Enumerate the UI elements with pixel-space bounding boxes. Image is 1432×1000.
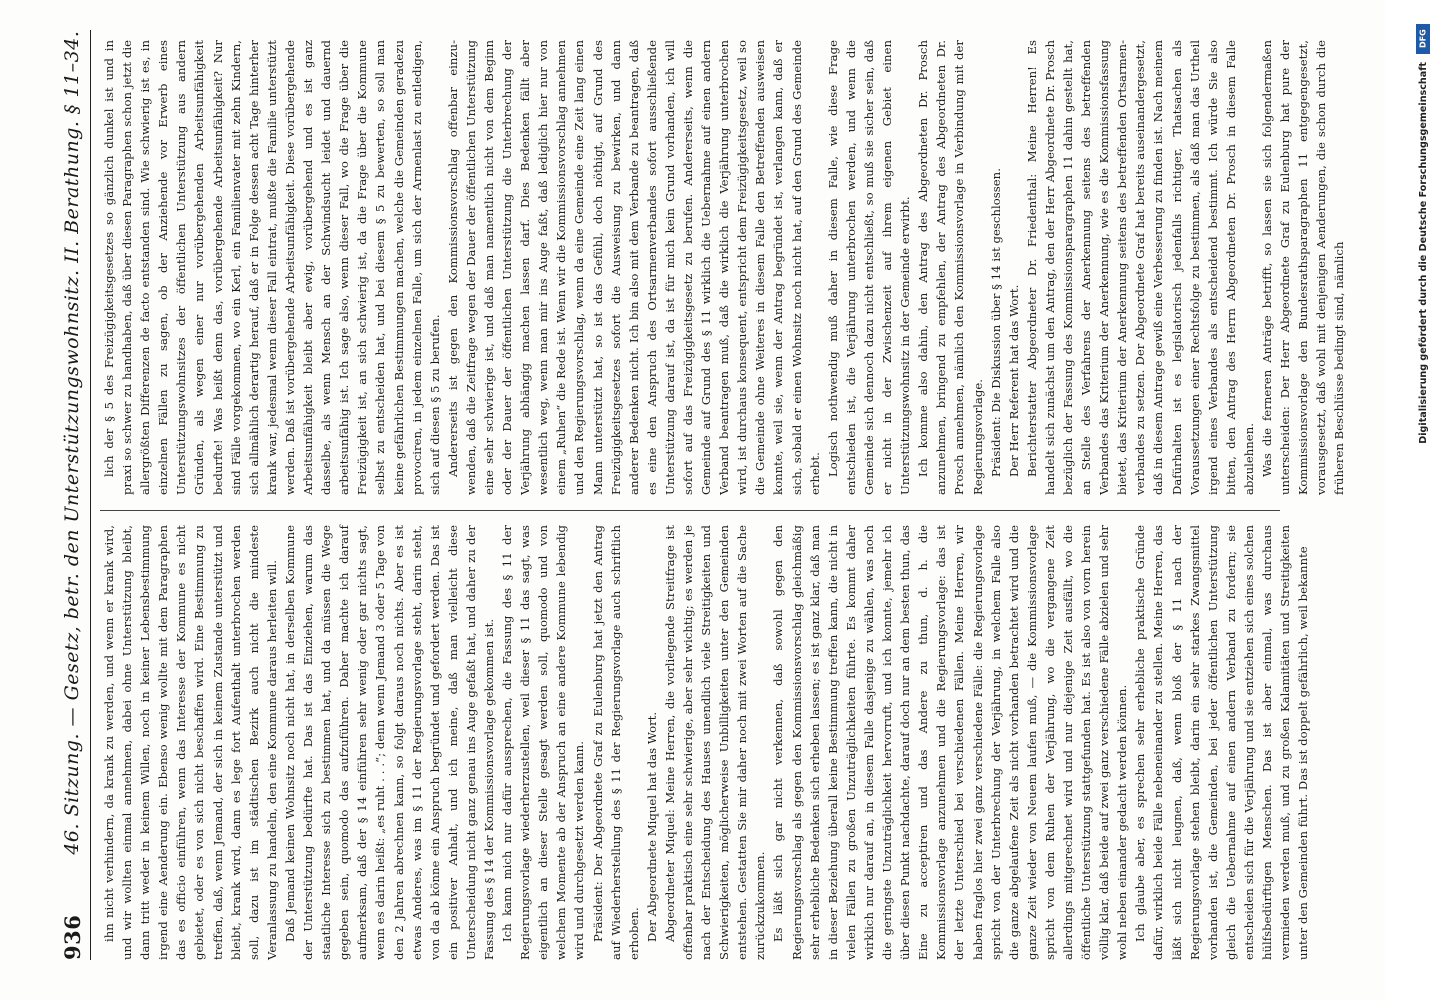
running-head <box>54 30 91 960</box>
text-column-left <box>100 525 1311 960</box>
digitization-credit <box>1415 24 1431 754</box>
paragraph: Daß Jemand keinen Wohnsitz noch nicht hat, in derselben Kommune der Unterstützung bedürfte hat. Das ist das Einziehen, warum das staatliche Interesse sich zu bestimmen hat, und da müssen die Wege gegeben sein, quomodo das aufzuführen. Daher machte ich darauf aufmerksam, daß der § 14 einführen sehr wenig oder gar nichts sagt, wenn es darin heißt: „es ruht . . .“; denn wenn Jemand 3 oder 5 Tage von den 2 Jahren abrechnen kann, so folgt daraus noch nichts. Aber es ist etwas Anderes, was im § 11 der Regierungsvorlage steht, darin steht, von da ab könne ein Anspruch begründet und gefordert werden. Das ist ein positiver Anhalt, und ich meine, daß man vielleicht diese Unterscheidung nicht ganz genau ins Auge gefaßt hat, und daher zu der Fassung des § 14 der Kommissionsvorlage gekommen ist. <box>282 525 496 960</box>
paragraph: Andererseits ist gegen den Kommissionsvorschlag offenbar einzuwenden, daß die Zeitfrage wegen der Dauer der öffentlichen Unterstützung eine sehr schwierige ist, und daß man namentlich nicht von dem Beginn oder der Dauer der öffentlichen Unterstützung die Unterbrechung der Verjährung abhängig machen lassen darf. Dies Bedenken fällt aber wesentlich weg, wenn man mir ins Auge faßt, daß lediglich hier nur von einem „Ruhen“ die Rede ist. Wenn wir die Kommissionsvorschlag annehmen und den Regierungsvorschlag, wenn da eine Gemeinde eine Zeit lang einen Mann unterstützt hat, so ist das Gefühl, doch nöthigt, auf Grund des Freizügigkeitsgesetzes sofort die Ausweisung zu bewirken, und dann anderer Bedenken nicht. Ich bin also mit dem Verbande zu beantragen, daß es eine den Anspruch des Ortsarmenverbandes sofort ausschließende Unterstützung darauf ist, da ist für mich kein Grund vorhanden, ich will sofort auf das Freizügigkeitsgesetz zu berufen. Andererseits, wenn die Gemeinde auf Grund des § 11 wirklich die Uebernahme auf einen andern Verband beantragen muß, daß die wirklich die Verjährung unterbrochen wird, ist durchaus konsequent, entspricht dem Freizügigkeitsgesetz, weil so die Gemeinde ohne Weiteres in diesem Falle den Betreffenden ausweisen konnte, weil sie, wenn der Antrag begründet ist, verlangen kann, daß er sich, sobald er einen Wohnsitz noch nicht hat, auf den Grund des Gemeinde erhebt. <box>445 40 822 495</box>
paragraph: ihn nicht verhindern, da krank zu werden, und wenn er krank wird, und wir wollten einmal annehmen, dabei ohne Unterstützung bleibt, dann tritt weder in keinem Willen, noch in keiner Lebensbestimmung irgend eine Aenderung ein. Ebenso wenig wollte mit dem Paragraphen das es officio einführen, wenn das Interesse der Kommune es nicht gebietet, oder es von sich nicht beschaffen wird. Eine Bestimmung zu treffen, daß, wenn Jemand, der sich in keinem Zustande unterstützt und bleibt, krank wird, dann es lege fort Aufenthalt unterbrochen werden soll, dazu ist im städtischen Bezirk auch nicht die mindeste Veranlassung zu handeln, den eine Kommune daraus herleiten will. <box>102 525 279 960</box>
speaker-paragraph: Präsident: Die Diskussion über § 14 ist geschlossen. <box>988 168 1003 477</box>
page-title: 46. Sitzung. — Gesetz, betr. den Unterstützungswohnsitz. II. Berathung. § 11–34. <box>61 30 83 855</box>
paragraph: Logisch nothwendig muß daher in diesem Falle, wie diese Frage entschieden ist, die Verjährung unterbrochen werden, und wenn die Gemeinde sich dennoch dazu nicht entschließt, so muß sie sicher sein, daß er nicht in der Zwischenzeit auf ihrem eigenen Gebiet einen Unterstützungswohnsitz in der Gemeinde erwirbt. <box>825 40 913 495</box>
paragraph: Es läßt sich gar nicht verkennen, daß sowohl gegen den Regierungsvorschlag als gegen den Kommissionsvorschlag gleichmäßig sehr erhebliche Bedenken sich erheben lassen; es ist ganz klar, daß man in dieser Beziehung überall keine Bestimmung treffen kann, die nicht in vielen Fällen zu großen Unzuträglichkeiten führte. Es kommt daher wirklich nur darauf an, in diesem Falle dasjenige zu wählen, was noch die geringste Unzuträglichkeit hervorruft, und ich konnte, jemehr ich über diesen Punkt nachdachte, darauf doch nur an dem besten thun, das Eine zu acceptiren und das Andere zu thun, d. h. die Kommissionsvorlage anzunehmen und die Regierungsvorlage: das ist der letzte Unterschied bei verschiedenen Fällen. Meine Herren, wir haben fraglos hier zwei ganz verschiedene Fälle: die Regierungsvorlage spricht von der Unterbrechung der Verjährung, in welchem Falle also die ganze abgelaufene Zeit als nicht vorhanden betrachtet wird und die ganze Zeit wieder von Neuem laufen muß, — die Kommissionsvorlage spricht von dem Ruhen der Verjährung, wo die vergangene Zeit allerdings mitgerechnet wird und nur diejenige Zeit ausfällt, wo die öffentliche Unterstützung stattgefunden hat. Es ist also von vorn herein völlig klar, daß beide auf zwei ganz verschiedene Fälle abzielen und sehr wohl neben einander gedacht werden können. <box>771 525 1130 960</box>
text-column-right <box>100 40 1347 495</box>
paragraph: Ich kann mich nur dafür aussprechen, die Fassung des § 11 der Regierungsvorlage wiederherzustellen, weil dieser § 11 das sagt, was eigentlich an dieser Stelle gesagt werden soll, quomodo und von welchem Momente ab der Anspruch an eine andere Kommune lebendig wird und durchgesetzt werden kann. <box>500 525 587 960</box>
paragraph: lich der § 5 des Freizügigkeitsgesetzes so gänzlich dunkel ist und in praxi so schwer zu handhaben, daß über diesen Paragraphen schon jetzt die allergrößten Differenzen de facto entstanden sind. Wie schwierig ist es, in einzelnen Fällen zu sagen, ob der Anziehende vor Erwerb eines Unterstützungswohnsitzes der öffentlichen Unterstützung aus andern Gründen, als wegen einer nur vorübergehenden Arbeitsunfähigkeit bedurfte! Was heißt denn das, vorübergehende Arbeitsunfähigkeit? Nur sind Fälle vorgekommen, wo ein Kerl, ein Familienvater mit zehn Kindern, sich allmählich derartig herauf, daß er in Folge dessen acht Tage hinterher krank war, jedesmal wenn dieser Fall eintrat, mußte die Familie unterstützt werden. Daß ist vorübergehende Arbeitsunfähigkeit. Diese vorübergehende Arbeitsunfähigkeit bleibt aber ewig, vorübergehend und es ist ganz dasselbe, als wenn Mensch an der Schwindsucht leidet und dauernd arbeitsunfähig ist. Ich sage also, wenn dieser Fall, wo die Frage über die Freizügigkeit ist, an sich schwierig ist, da die Frage über die Kommune selbst zu entscheiden hat, und bei diesem § 5 zu bewerten, so soll man keine gefährlichen Bestimmungen machen, welche die Gemeinden geradezu provociren, in jedem einzelnen Falle, um sich der Armenlast zu entledigen, sich auf diesen § 5 zu berufen. <box>102 40 442 495</box>
paragraph: Der Herr Referent hat das Wort. <box>1006 284 1021 477</box>
paragraph: Der Abgeordnete Miquel hat das Wort. <box>644 711 659 942</box>
speaker-paragraph: Präsident: Der Abgeordnete Graf zu Eulenburg hat jetzt den Antrag auf Wiederherstellung des § 11 der Regierungsvorlage auch schriftlich erhoben. <box>590 525 641 960</box>
credit-text: Digitalisierung gefördert durch die Deutsche Forschungsgemeinschaft <box>1417 62 1429 444</box>
dfg-logo-icon: DFG <box>1416 24 1430 54</box>
column-divider <box>100 510 1280 511</box>
paragraph: Was die ferneren Anträge betrifft, so lassen sie sich folgendermaßen unterscheiden: Der Herr Abgeordnete Graf zu Eulenburg hat pure der Kommissionsvorlage den Bundesrathsparagraphen 11 entgegengesetzt, vorausgesetzt, daß wohl mit denjenigen Aenderungen, die schon durch die früheren Beschlüsse bedingt sind, nämlich <box>1260 40 1347 495</box>
paragraph: Ich komme also dahin, den Antrag des Abgeordneten Dr. Prosch anzunehmen, bringend zu empfehlen, der Antrag des Abgeordneten Dr. Prosch annehmen, nämlich den Kommissionsvorlage in Verbindung mit der Regierungsvorlage. <box>916 40 985 495</box>
speaker-paragraph: Berichterstatter Abgeordneter Dr. Friedenthal: Meine Herren! Es handelt sich zunächst um den Antrag, den der Herr Abgeordnete Dr. Prosch bezüglich der Fassung des Kommissionsparagraphen 11 dahin gestellt hat, an Stelle des Verfahrens der Anerkennung seitens des betreffenden Verbandes das Kriterium der Anerkennung, wie es die Kommissionsfassung bietet, das Kriterium der Anerkennung seitens des betreffenden Ortsarmenverbandes zu setzen. Der Abgeordnete Graf hat bereits auseinandergesetzt, daß in diesem Antrage gewiß eine Verbesserung zu finden ist. Nach meinem Dafürhalten ist es legislatorisch jedenfalls richtiger, Thatsachen als Voraussetzungen einer Rechtsfolge zu bestimmen, als daß man das Urtheil irgend eines Verbandes als entscheidend bestimmt. Ich würde Sie also bitten, den Antrag des Herrn Abgeordneten Dr. Prosch in diesem Falle abzulehnen. <box>1024 40 1256 495</box>
speaker-paragraph: Abgeordneter Miquel: Meine Herren, die vorliegende Streitfrage ist offenbar praktisch eine sehr schwierige, aber sehr wichtig; es werden je nach der Entscheidung des Hauses unendlich viele Streitigkeiten und Schwierigkeiten, möglicherweise Unbilligkeiten unter den Gemeinden entstehen. Gestatten Sie mir daher noch mit zwei Worten auf die Sache zurückzukommen. <box>662 525 768 960</box>
page-number: 936 <box>59 914 85 960</box>
paragraph: Ich glaube aber, es sprechen sehr erhebliche praktische Gründe dafür, wirklich beide Fälle nebeneinander zu stellen. Meine Herren, das läßt sich nicht leugnen, daß, wenn bloß der § 11 nach der Regierungsvorlage stehen bleibt, darin ein sehr starkes Zwangsmittel vorhanden ist, die Gemeinden, bei jeder öffentlichen Unterstützung gleich die Uebernahme auf einen andern Verband zu fordern; sie entscheiden sich für die Verjährung und sie entziehen sich eines solchen hülfsbedürftigen Menschen. Das ist aber einmal, was durchaus vermieden werden muß, und zu großen Kalamitäten und Streitigkeiten unter den Gemeinden führt. Das ist doppelt gefährlich, weil bekannte <box>1133 525 1311 960</box>
